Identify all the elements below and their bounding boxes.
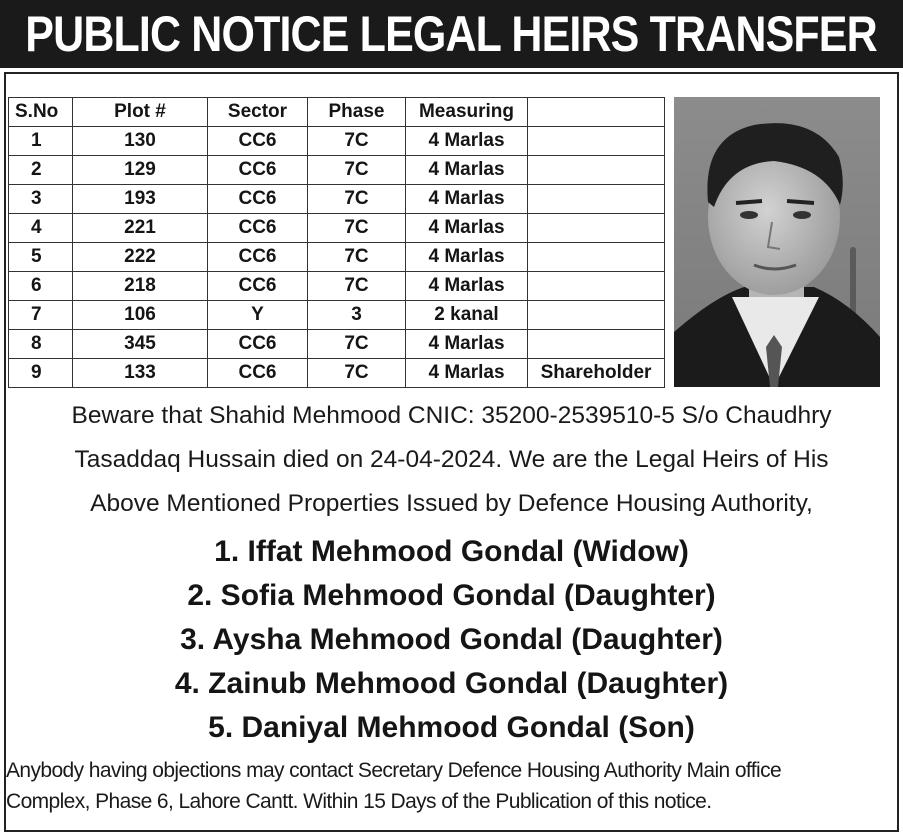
header-measuring: Measuring <box>406 98 528 127</box>
cell-sector: CC6 <box>208 214 308 243</box>
cell-sector: CC6 <box>208 359 308 388</box>
notice-line: Above Mentioned Properties Issued by Defence Housing Authority, <box>90 490 813 517</box>
plots-table-container <box>8 97 664 387</box>
cell-measuring: 4 Marlas <box>406 156 528 185</box>
header-sector: Sector <box>208 98 308 127</box>
footer-line: Anybody having objections may contact Secretary Defence Housing Authority Main office <box>6 759 782 782</box>
cell-sector: CC6 <box>208 156 308 185</box>
portrait-photo <box>674 97 880 387</box>
notice-title: PUBLIC NOTICE LEGAL HEIRS TRANSFER <box>25 6 878 62</box>
cell-sector: Y <box>208 301 308 330</box>
cell-sno: 4 <box>9 214 73 243</box>
header-phase: Phase <box>308 98 406 127</box>
cell-phase: 7C <box>308 127 406 156</box>
heir-item: 4. Zainub Mehmood Gondal (Daughter) <box>174 667 729 700</box>
cell-remarks <box>528 243 665 272</box>
cell-phase: 7C <box>308 156 406 185</box>
header-sno: S.No <box>9 98 73 127</box>
table-row <box>9 301 665 330</box>
cell-sno: 7 <box>9 301 73 330</box>
cell-remarks <box>528 330 665 359</box>
cell-sno: 3 <box>9 185 73 214</box>
notice-body <box>8 394 895 526</box>
objection-footer <box>6 755 899 817</box>
table-row <box>9 156 665 185</box>
cell-plot: 129 <box>73 156 208 185</box>
cell-phase: 7C <box>308 359 406 388</box>
footer-line: Complex, Phase 6, Lahore Cantt. Within 15 Days of the Publication of this notice. <box>6 790 712 813</box>
cell-measuring: 4 Marlas <box>406 330 528 359</box>
cell-plot: 133 <box>73 359 208 388</box>
portrait-photo-icon <box>674 97 880 387</box>
cell-measuring: 4 Marlas <box>406 127 528 156</box>
cell-measuring: 4 Marlas <box>406 359 528 388</box>
table-row <box>9 127 665 156</box>
cell-sector: CC6 <box>208 127 308 156</box>
table-row <box>9 330 665 359</box>
cell-phase: 7C <box>308 243 406 272</box>
cell-sno: 6 <box>9 272 73 301</box>
heir-item: 2. Sofia Mehmood Gondal (Daughter) <box>187 579 716 612</box>
cell-phase: 7C <box>308 272 406 301</box>
notice-line: Beware that Shahid Mehmood CNIC: 35200-2539510-5 S/o Chaudhry <box>71 402 832 429</box>
cell-sno: 5 <box>9 243 73 272</box>
cell-measuring: 4 Marlas <box>406 272 528 301</box>
heir-item: 3. Aysha Mehmood Gondal (Daughter) <box>180 623 723 656</box>
table-row <box>9 243 665 272</box>
table-row <box>9 359 665 388</box>
table-row <box>9 214 665 243</box>
cell-sector: CC6 <box>208 243 308 272</box>
cell-plot: 345 <box>73 330 208 359</box>
cell-measuring: 4 Marlas <box>406 214 528 243</box>
cell-measuring: 2 kanal <box>406 301 528 330</box>
cell-measuring: 4 Marlas <box>406 243 528 272</box>
cell-plot: 218 <box>73 272 208 301</box>
cell-sno: 8 <box>9 330 73 359</box>
heir-item: 1. Iffat Mehmood Gondal (Widow) <box>214 535 689 568</box>
cell-sector: CC6 <box>208 185 308 214</box>
cell-plot: 221 <box>73 214 208 243</box>
cell-sno: 9 <box>9 359 73 388</box>
cell-plot: 130 <box>73 127 208 156</box>
cell-phase: 3 <box>308 301 406 330</box>
cell-measuring: 4 Marlas <box>406 185 528 214</box>
cell-sector: CC6 <box>208 272 308 301</box>
title-banner <box>0 0 903 68</box>
header-remarks <box>528 98 665 127</box>
cell-remarks <box>528 214 665 243</box>
table-row <box>9 272 665 301</box>
cell-remarks <box>528 185 665 214</box>
cell-remarks <box>528 156 665 185</box>
cell-sector: CC6 <box>208 330 308 359</box>
heirs-list <box>8 530 895 750</box>
heir-item: 5. Daniyal Mehmood Gondal (Son) <box>208 711 695 744</box>
cell-remarks: Shareholder <box>528 359 665 388</box>
cell-plot: 106 <box>73 301 208 330</box>
header-plot: Plot # <box>73 98 208 127</box>
cell-plot: 193 <box>73 185 208 214</box>
cell-sno: 1 <box>9 127 73 156</box>
plots-table <box>8 97 665 388</box>
cell-remarks <box>528 272 665 301</box>
table-row <box>9 185 665 214</box>
cell-remarks <box>528 127 665 156</box>
cell-phase: 7C <box>308 330 406 359</box>
cell-phase: 7C <box>308 214 406 243</box>
notice-line: Tasaddaq Hussain died on 24-04-2024. We are the Legal Heirs of His <box>74 446 829 473</box>
table-header-row <box>9 98 665 127</box>
cell-plot: 222 <box>73 243 208 272</box>
cell-remarks <box>528 301 665 330</box>
cell-sno: 2 <box>9 156 73 185</box>
cell-phase: 7C <box>308 185 406 214</box>
